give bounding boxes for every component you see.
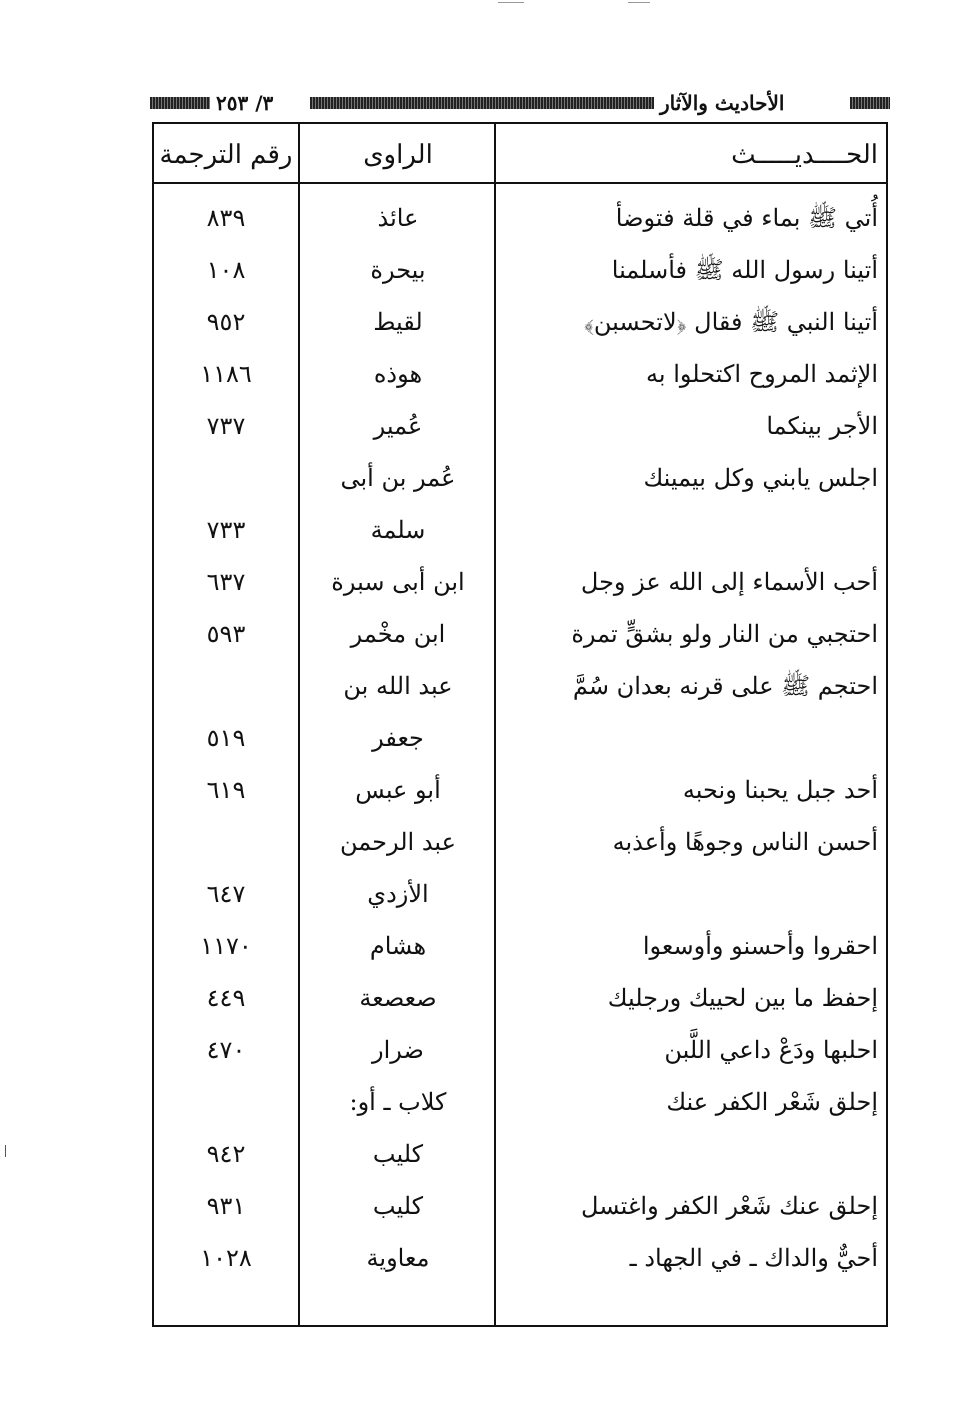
- page-title: الأحاديث والآثار: [654, 88, 790, 118]
- narrator-cell: ضرار: [372, 1036, 424, 1064]
- hadith-index-table: [152, 122, 888, 1327]
- narrator-cell: أبو عبس: [355, 776, 441, 804]
- narrator-cell: ابن مخْمر: [350, 620, 446, 648]
- narrator-cell: جعفر: [372, 724, 424, 752]
- table-row: [154, 764, 886, 816]
- page-header: [150, 88, 890, 118]
- hadith-cell: أتينا رسول الله ﷺ فأسلمنا: [611, 256, 878, 284]
- number-cell: ٩٥٢: [206, 308, 246, 336]
- hadith-cell: أحسن الناس وجوهًا وأعذبه: [612, 828, 878, 856]
- table-row: [154, 1024, 886, 1076]
- table-row: [154, 556, 886, 608]
- narrator-cell: بيحرة: [370, 256, 426, 284]
- header-rule-left: [150, 97, 210, 109]
- table-row: [154, 400, 886, 452]
- number-cell: ١٠٢٨: [200, 1244, 252, 1272]
- narrator-cell: معاوية: [366, 1244, 430, 1272]
- narrator-cell: ابن أبى سبرة: [331, 568, 465, 596]
- hadith-cell: احتجبي من النار ولو بشقٍّ تمرة: [571, 620, 878, 648]
- hadith-cell: أحد جبل يحبنا ونحبه: [682, 776, 878, 804]
- number-cell: ٩٤٢: [206, 1140, 246, 1168]
- narrator-cell: لقيط: [373, 308, 423, 336]
- number-cell: ٦٣٧: [206, 568, 246, 596]
- number-cell: ٩٣١: [206, 1192, 246, 1220]
- table-row: [154, 608, 886, 660]
- narrator-cell: عُمير: [373, 412, 423, 440]
- hadith-cell: الأجر بينكما: [766, 412, 878, 440]
- number-cell: [154, 660, 298, 712]
- narrator-cell: صعصعة: [359, 984, 437, 1012]
- number-cell: [154, 1076, 298, 1128]
- header-rule-middle: [310, 97, 654, 109]
- hadith-cell: [508, 1128, 878, 1180]
- hadith-cell: احقروا وأحسنو وأوسعوا: [642, 932, 878, 960]
- header-rule-right: [850, 97, 890, 109]
- scan-mark-top-left: [498, 2, 524, 3]
- table-row: [154, 972, 886, 1024]
- column-header-number: رقم الترجمة: [159, 140, 293, 170]
- number-cell: ٦١٩: [206, 776, 246, 804]
- column-header-hadith: الحــــديـــــث: [731, 140, 878, 170]
- narrator-cell: الأزدي: [367, 880, 429, 908]
- table-row: [154, 192, 886, 244]
- hadith-cell: إحلق شَعْر الكفر عنك: [666, 1088, 878, 1116]
- margin-mark: [5, 1145, 6, 1157]
- narrator-cell: عبد الرحمن: [340, 828, 456, 856]
- hadith-cell: أُتي ﷺ بماء في قلة فتوضأ: [615, 204, 878, 232]
- page-ref: ٣/ ٢٥٣: [210, 88, 279, 118]
- number-cell: ٦٤٧: [206, 880, 246, 908]
- hadith-cell: أتينا النبي ﷺ فقال ﴿لاتحسبن﴾: [584, 308, 878, 336]
- number-cell: ٧٣٣: [206, 516, 246, 544]
- table-row: [154, 712, 886, 764]
- table-row: [154, 1128, 886, 1180]
- narrator-cell: عائذ: [377, 204, 419, 232]
- narrator-cell: كليب: [372, 1140, 424, 1168]
- header-divider: [154, 182, 886, 184]
- hadith-cell: إحفظ ما بين لحييك ورجليك: [607, 984, 878, 1012]
- number-cell: ٧٣٧: [206, 412, 246, 440]
- table-row: [154, 660, 886, 712]
- number-cell: ١٠٨: [206, 256, 246, 284]
- number-cell: ١١٨٦: [200, 360, 252, 388]
- narrator-cell: عُمر بن أبى: [340, 464, 456, 492]
- table-row: [154, 348, 886, 400]
- hadith-cell: إحلق عنك شَعْر الكفر واغتسل: [581, 1192, 878, 1220]
- number-cell: ٨٣٩: [206, 204, 246, 232]
- table-row: [154, 1076, 886, 1128]
- number-cell: ٤٧٠: [206, 1036, 246, 1064]
- hadith-cell: [508, 712, 878, 764]
- number-cell: ٥١٩: [206, 724, 246, 752]
- table-row: [154, 452, 886, 504]
- number-cell: ٥٩٣: [206, 620, 246, 648]
- narrator-cell: كليب: [372, 1192, 424, 1220]
- number-cell: ٤٤٩: [206, 984, 246, 1012]
- number-cell: ١١٧٠: [200, 932, 252, 960]
- narrator-cell: هشام: [369, 932, 427, 960]
- scan-mark-top-right: [628, 2, 650, 3]
- number-cell: [154, 816, 298, 868]
- table-row: [154, 244, 886, 296]
- hadith-cell: أحيٌّ والداك ـ في الجهاد ـ: [629, 1244, 878, 1272]
- narrator-cell: عبد الله بن: [343, 672, 453, 700]
- table-row: [154, 1180, 886, 1232]
- hadith-cell: الإثمد المروح اكتحلوا به: [646, 360, 878, 388]
- table-row: [154, 920, 886, 972]
- hadith-cell: احلبها ودَعْ داعي اللَّبن: [664, 1036, 878, 1064]
- hadith-cell: [508, 868, 878, 920]
- narrator-cell: سلمة: [370, 516, 426, 544]
- narrator-cell: هوذه: [373, 360, 423, 388]
- column-header-narrator: الراوى: [363, 140, 433, 170]
- hadith-cell: [508, 504, 878, 556]
- table-row: [154, 296, 886, 348]
- number-cell: [154, 452, 298, 504]
- table-row: [154, 1232, 886, 1284]
- table-row: [154, 504, 886, 556]
- hadith-cell: احتجم ﷺ على قرنه بعدان سُمَّ: [572, 672, 878, 700]
- hadith-cell: أحب الأسماء إلى الله عز وجل: [580, 568, 878, 596]
- table-row: [154, 816, 886, 868]
- hadith-cell: اجلس يابني وكل بيمينك: [643, 464, 878, 492]
- table-row: [154, 868, 886, 920]
- narrator-cell: كلاب ـ أو:: [349, 1088, 447, 1116]
